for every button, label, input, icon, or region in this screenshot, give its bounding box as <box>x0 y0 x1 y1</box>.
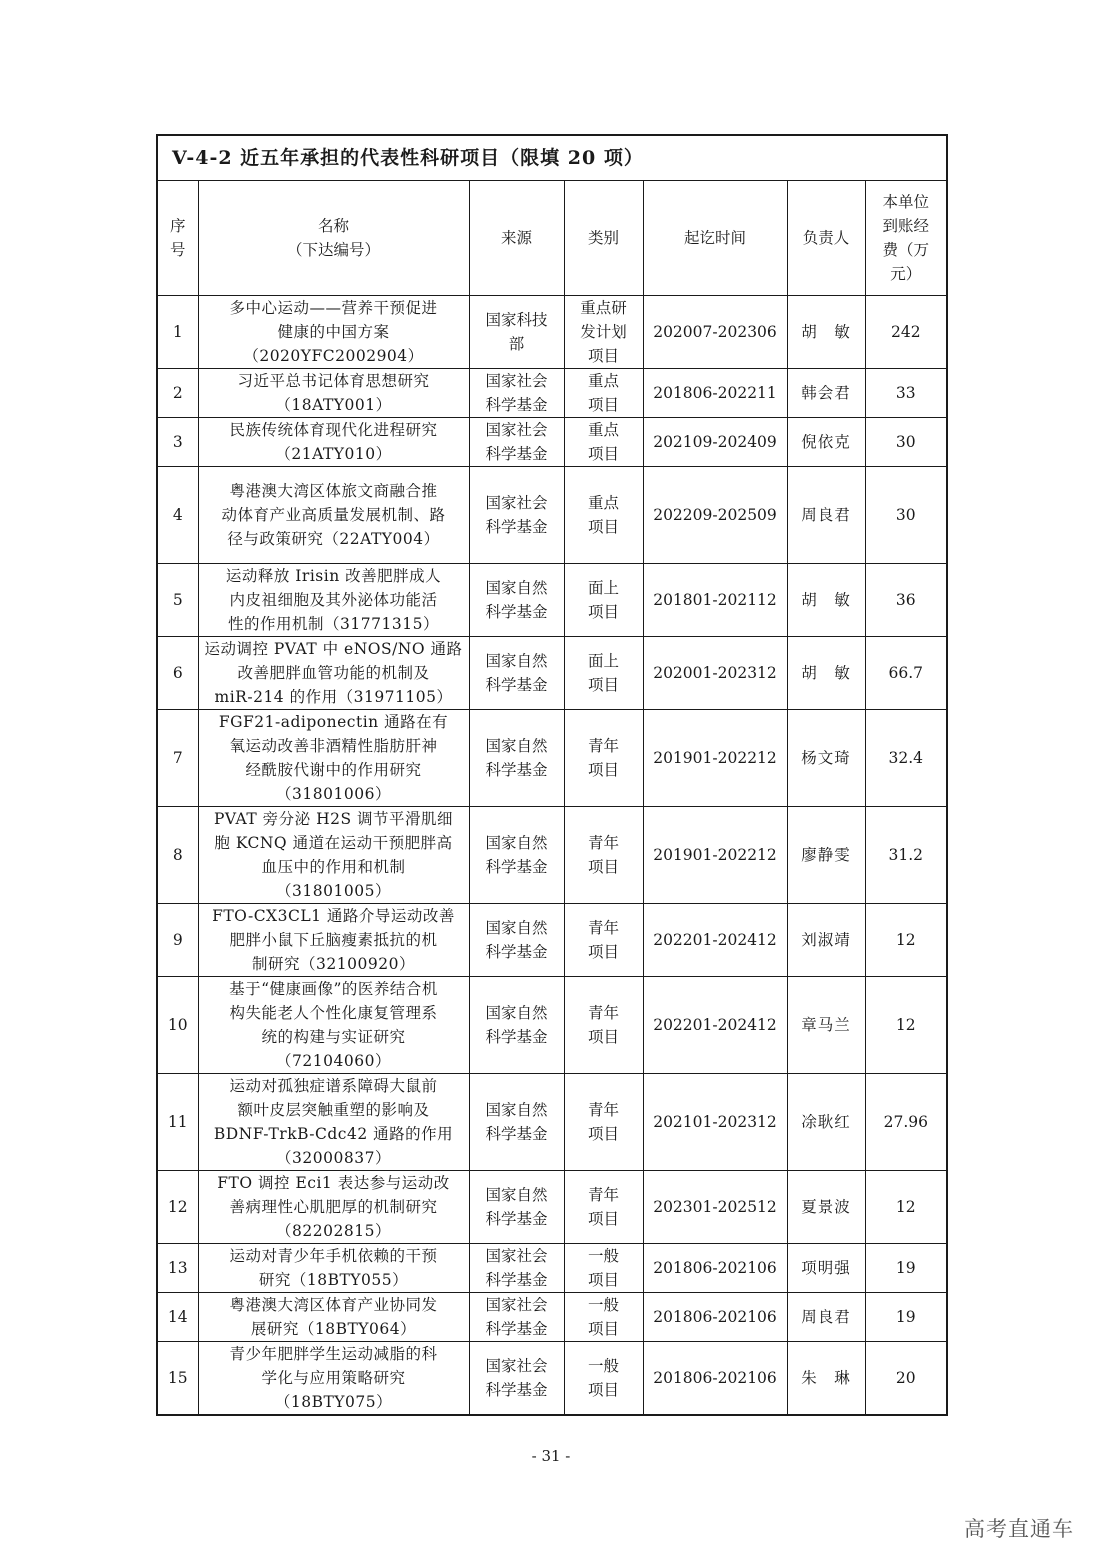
table-row <box>157 1293 947 1342</box>
project-leader: 周良君 <box>787 1293 865 1342</box>
project-category: 青年 项目 <box>564 904 643 977</box>
row-index: 8 <box>157 807 198 904</box>
project-period: 201806-202106 <box>643 1244 787 1293</box>
project-source: 国家自然 科学基金 <box>469 1074 564 1171</box>
header-name: 名称 （下达编号） <box>198 181 469 296</box>
project-funds: 12 <box>865 977 947 1074</box>
header-source: 来源 <box>469 181 564 296</box>
row-index: 14 <box>157 1293 198 1342</box>
project-funds: 12 <box>865 1171 947 1244</box>
table-row <box>157 1244 947 1293</box>
project-funds: 31.2 <box>865 807 947 904</box>
project-leader: 胡 敏 <box>787 564 865 637</box>
project-category: 重点研 发计划 项目 <box>564 296 643 369</box>
header-period: 起讫时间 <box>643 181 787 296</box>
row-index: 13 <box>157 1244 198 1293</box>
project-category: 重点 项目 <box>564 369 643 418</box>
project-name: FTO-CX3CL1 通路介导运动改善 肥胖小鼠下丘脑瘦素抵抗的机 制研究（32100920） <box>198 904 469 977</box>
table-row <box>157 977 947 1074</box>
project-source: 国家自然 科学基金 <box>469 637 564 710</box>
project-period: 201806-202211 <box>643 369 787 418</box>
project-funds: 19 <box>865 1244 947 1293</box>
project-period: 202001-202312 <box>643 637 787 710</box>
project-period: 202007-202306 <box>643 296 787 369</box>
project-name: 运动对孤独症谱系障碍大鼠前 额叶皮层突触重塑的影响及 BDNF-TrkB-Cdc42 通路的作用 （32000837） <box>198 1074 469 1171</box>
project-leader: 胡 敏 <box>787 637 865 710</box>
project-period: 202201-202412 <box>643 977 787 1074</box>
project-funds: 20 <box>865 1342 947 1416</box>
project-source: 国家自然 科学基金 <box>469 564 564 637</box>
project-funds: 30 <box>865 418 947 467</box>
project-leader: 廖静雯 <box>787 807 865 904</box>
project-source: 国家自然 科学基金 <box>469 977 564 1074</box>
project-source: 国家社会 科学基金 <box>469 369 564 418</box>
project-category: 重点 项目 <box>564 467 643 564</box>
table-row <box>157 710 947 807</box>
project-leader: 刘淑靖 <box>787 904 865 977</box>
project-name: FTO 调控 Eci1 表达参与运动改 善病理性心肌肥厚的机制研究 （82202815） <box>198 1171 469 1244</box>
header-category: 类别 <box>564 181 643 296</box>
project-name: 多中心运动——营养干预促进 健康的中国方案 （2020YFC2002904） <box>198 296 469 369</box>
header-index: 序 号 <box>157 181 198 296</box>
project-category: 青年 项目 <box>564 807 643 904</box>
project-source: 国家科技 部 <box>469 296 564 369</box>
project-name: 粤港澳大湾区体旅文商融合推 动体育产业高质量发展机制、路 径与政策研究（22ATY004） <box>198 467 469 564</box>
project-leader: 韩会君 <box>787 369 865 418</box>
project-name: 运动调控 PVAT 中 eNOS/NO 通路 改善肥胖血管功能的机制及 miR-214 的作用（31971105） <box>198 637 469 710</box>
project-name: 粤港澳大湾区体育产业协同发 展研究（18BTY064） <box>198 1293 469 1342</box>
project-funds: 33 <box>865 369 947 418</box>
project-leader: 凃耿红 <box>787 1074 865 1171</box>
project-leader: 杨文琦 <box>787 710 865 807</box>
project-source: 国家社会 科学基金 <box>469 418 564 467</box>
table-header-row <box>157 181 947 296</box>
project-funds: 32.4 <box>865 710 947 807</box>
project-funds: 19 <box>865 1293 947 1342</box>
project-period: 201901-202212 <box>643 710 787 807</box>
row-index: 11 <box>157 1074 198 1171</box>
page-number: - 31 - <box>531 1447 571 1465</box>
project-category: 青年 项目 <box>564 1171 643 1244</box>
project-period: 201806-202106 <box>643 1342 787 1416</box>
project-source: 国家自然 科学基金 <box>469 807 564 904</box>
row-index: 2 <box>157 369 198 418</box>
project-category: 面上 项目 <box>564 564 643 637</box>
project-funds: 30 <box>865 467 947 564</box>
row-index: 7 <box>157 710 198 807</box>
row-index: 6 <box>157 637 198 710</box>
project-source: 国家自然 科学基金 <box>469 710 564 807</box>
project-leader: 章马兰 <box>787 977 865 1074</box>
project-source: 国家自然 科学基金 <box>469 904 564 977</box>
project-name: 运动释放 Irisin 改善肥胖成人 内皮祖细胞及其外泌体功能活 性的作用机制（31771315） <box>198 564 469 637</box>
project-period: 202301-202512 <box>643 1171 787 1244</box>
project-period: 202109-202409 <box>643 418 787 467</box>
row-index: 10 <box>157 977 198 1074</box>
row-index: 4 <box>157 467 198 564</box>
row-index: 12 <box>157 1171 198 1244</box>
table-row <box>157 807 947 904</box>
table-row <box>157 1342 947 1416</box>
section-title: V-4-2 近五年承担的代表性科研项目（限填 20 项） <box>157 135 947 181</box>
project-period: 202101-202312 <box>643 1074 787 1171</box>
project-funds: 27.96 <box>865 1074 947 1171</box>
project-leader: 胡 敏 <box>787 296 865 369</box>
project-source: 国家社会 科学基金 <box>469 467 564 564</box>
table-row <box>157 637 947 710</box>
project-name: 运动对青少年手机依赖的干预 研究（18BTY055） <box>198 1244 469 1293</box>
project-name: 基于“健康画像”的医养结合机 构失能老人个性化康复管理系 统的构建与实证研究 （72104060） <box>198 977 469 1074</box>
project-source: 国家社会 科学基金 <box>469 1342 564 1416</box>
table-row <box>157 1171 947 1244</box>
project-category: 一般 项目 <box>564 1293 643 1342</box>
project-funds: 36 <box>865 564 947 637</box>
project-category: 青年 项目 <box>564 1074 643 1171</box>
project-leader: 夏景波 <box>787 1171 865 1244</box>
project-category: 一般 项目 <box>564 1244 643 1293</box>
project-period: 202209-202509 <box>643 467 787 564</box>
project-period: 201901-202212 <box>643 807 787 904</box>
table-row <box>157 564 947 637</box>
project-leader: 朱 琳 <box>787 1342 865 1416</box>
project-name: 青少年肥胖学生运动减脂的科 学化与应用策略研究 （18BTY075） <box>198 1342 469 1416</box>
project-name: PVAT 旁分泌 H2S 调节平滑肌细 胞 KCNQ 通道在运动干预肥胖高 血压中的作用和机制 （31801005） <box>198 807 469 904</box>
project-name: 习近平总书记体育思想研究 （18ATY001） <box>198 369 469 418</box>
project-name: 民族传统体育现代化进程研究 （21ATY010） <box>198 418 469 467</box>
table-row <box>157 369 947 418</box>
project-leader: 项明强 <box>787 1244 865 1293</box>
project-leader: 倪依克 <box>787 418 865 467</box>
project-source: 国家自然 科学基金 <box>469 1171 564 1244</box>
table-row <box>157 467 947 564</box>
table-row <box>157 296 947 369</box>
project-table-section <box>156 134 946 1416</box>
row-index: 3 <box>157 418 198 467</box>
project-period: 201806-202106 <box>643 1293 787 1342</box>
row-index: 1 <box>157 296 198 369</box>
row-index: 5 <box>157 564 198 637</box>
project-source: 国家社会 科学基金 <box>469 1293 564 1342</box>
project-name: FGF21-adiponectin 通路在有 氧运动改善非酒精性脂肪肝神 经酰胺代谢中的作用研究 （31801006） <box>198 710 469 807</box>
project-period: 202201-202412 <box>643 904 787 977</box>
project-period: 201801-202112 <box>643 564 787 637</box>
project-category: 面上 项目 <box>564 637 643 710</box>
row-index: 9 <box>157 904 198 977</box>
project-table <box>156 134 948 1416</box>
table-row <box>157 904 947 977</box>
watermark-text: 高考直通车 <box>964 1517 1074 1541</box>
header-leader: 负责人 <box>787 181 865 296</box>
table-row <box>157 1074 947 1171</box>
project-funds: 12 <box>865 904 947 977</box>
project-funds: 242 <box>865 296 947 369</box>
project-category: 青年 项目 <box>564 710 643 807</box>
header-funds: 本单位 到账经 费（万 元） <box>865 181 947 296</box>
project-leader: 周良君 <box>787 467 865 564</box>
project-category: 重点 项目 <box>564 418 643 467</box>
project-source: 国家社会 科学基金 <box>469 1244 564 1293</box>
project-category: 青年 项目 <box>564 977 643 1074</box>
project-funds: 66.7 <box>865 637 947 710</box>
table-row <box>157 418 947 467</box>
project-category: 一般 项目 <box>564 1342 643 1416</box>
row-index: 15 <box>157 1342 198 1416</box>
